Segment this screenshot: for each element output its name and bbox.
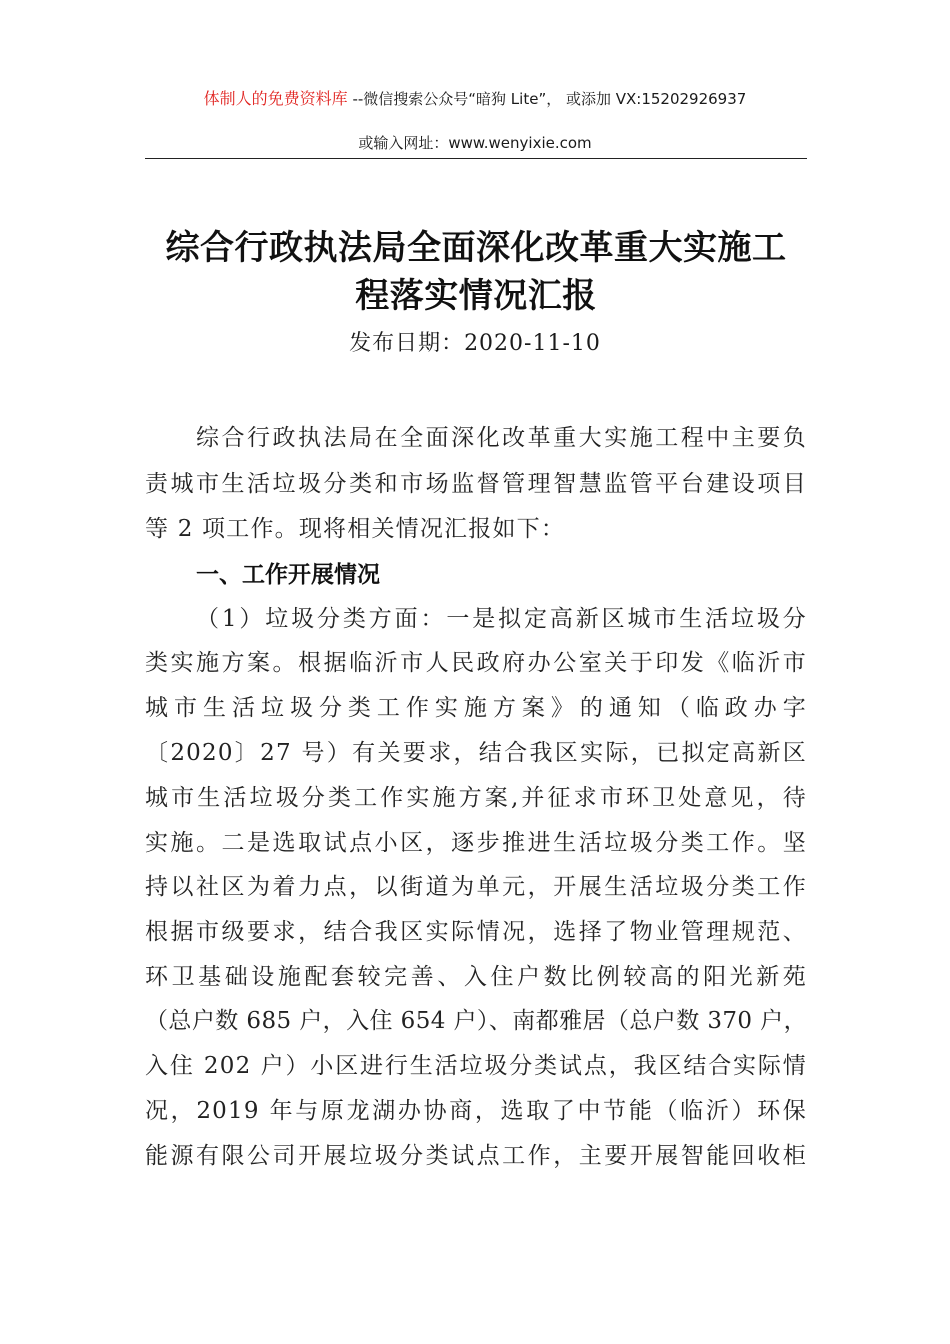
paragraph-line: 类实施方案。根据临沂市人民政府办公室关于印发《临沂市	[145, 650, 807, 676]
brand-link[interactable]: 体制人的免费资料库	[203, 89, 348, 108]
watermark-header	[0, 86, 950, 109]
website-line[interactable]: 或输入网址：www.wenyixie.com	[358, 134, 592, 152]
paragraph-line: 等 2 项工作。现将相关情况汇报如下：	[145, 516, 566, 542]
paragraph-line: 入住 202 户）小区进行生活垃圾分类试点，我区结合实际情	[145, 1053, 807, 1079]
header-divider	[145, 158, 807, 159]
paragraph-line: 根据市级要求，结合我区实际情况，选择了物业管理规范、	[145, 919, 807, 945]
paragraph-line: 环卫基础设施配套较完善、入住户数比例较高的阳光新苑	[145, 964, 807, 990]
publish-date: 发布日期：2020-11-10	[349, 331, 601, 356]
paragraph-line: （总户数 685 户，入住 654 户）、南都雅居（总户数 370 户，	[145, 1008, 807, 1034]
paragraph-line: 城市生活垃圾分类工作实施方案》的通知（临政办字	[145, 695, 807, 721]
document-title-line1: 综合行政执法局全面深化改革重大实施工	[165, 228, 787, 268]
paragraph-line: 能源有限公司开展垃圾分类试点工作，主要开展智能回收柜	[145, 1143, 807, 1169]
paragraph-line: （1）垃圾分类方面：一是拟定高新区城市生活垃圾分	[196, 606, 807, 632]
section-heading: 一、工作开展情况	[196, 562, 380, 588]
paragraph-line: 实施。二是选取试点小区，逐步推进生活垃圾分类工作。坚	[145, 830, 807, 856]
paragraph-line: 责城市生活垃圾分类和市场监督管理智慧监管平台建设项目	[145, 471, 807, 497]
paragraph-line: 综合行政执法局在全面深化改革重大实施工程中主要负	[196, 425, 807, 451]
paragraph-line: 〔2020〕27 号）有关要求，结合我区实际，已拟定高新区	[145, 740, 807, 766]
paragraph-line: 况，2019 年与原龙湖办协商，选取了中节能（临沂）环保	[145, 1098, 807, 1124]
header-note: --微信搜索公众号“暗狗 Lite”， 或添加 VX:15202926937	[347, 90, 747, 108]
paragraph-line: 城市生活垃圾分类工作实施方案,并征求市环卫处意见，待	[145, 785, 807, 811]
paragraph-line: 持以社区为着力点，以街道为单元，开展生活垃圾分类工作	[145, 874, 807, 900]
document-title-line2: 程落实情况汇报	[355, 276, 597, 316]
